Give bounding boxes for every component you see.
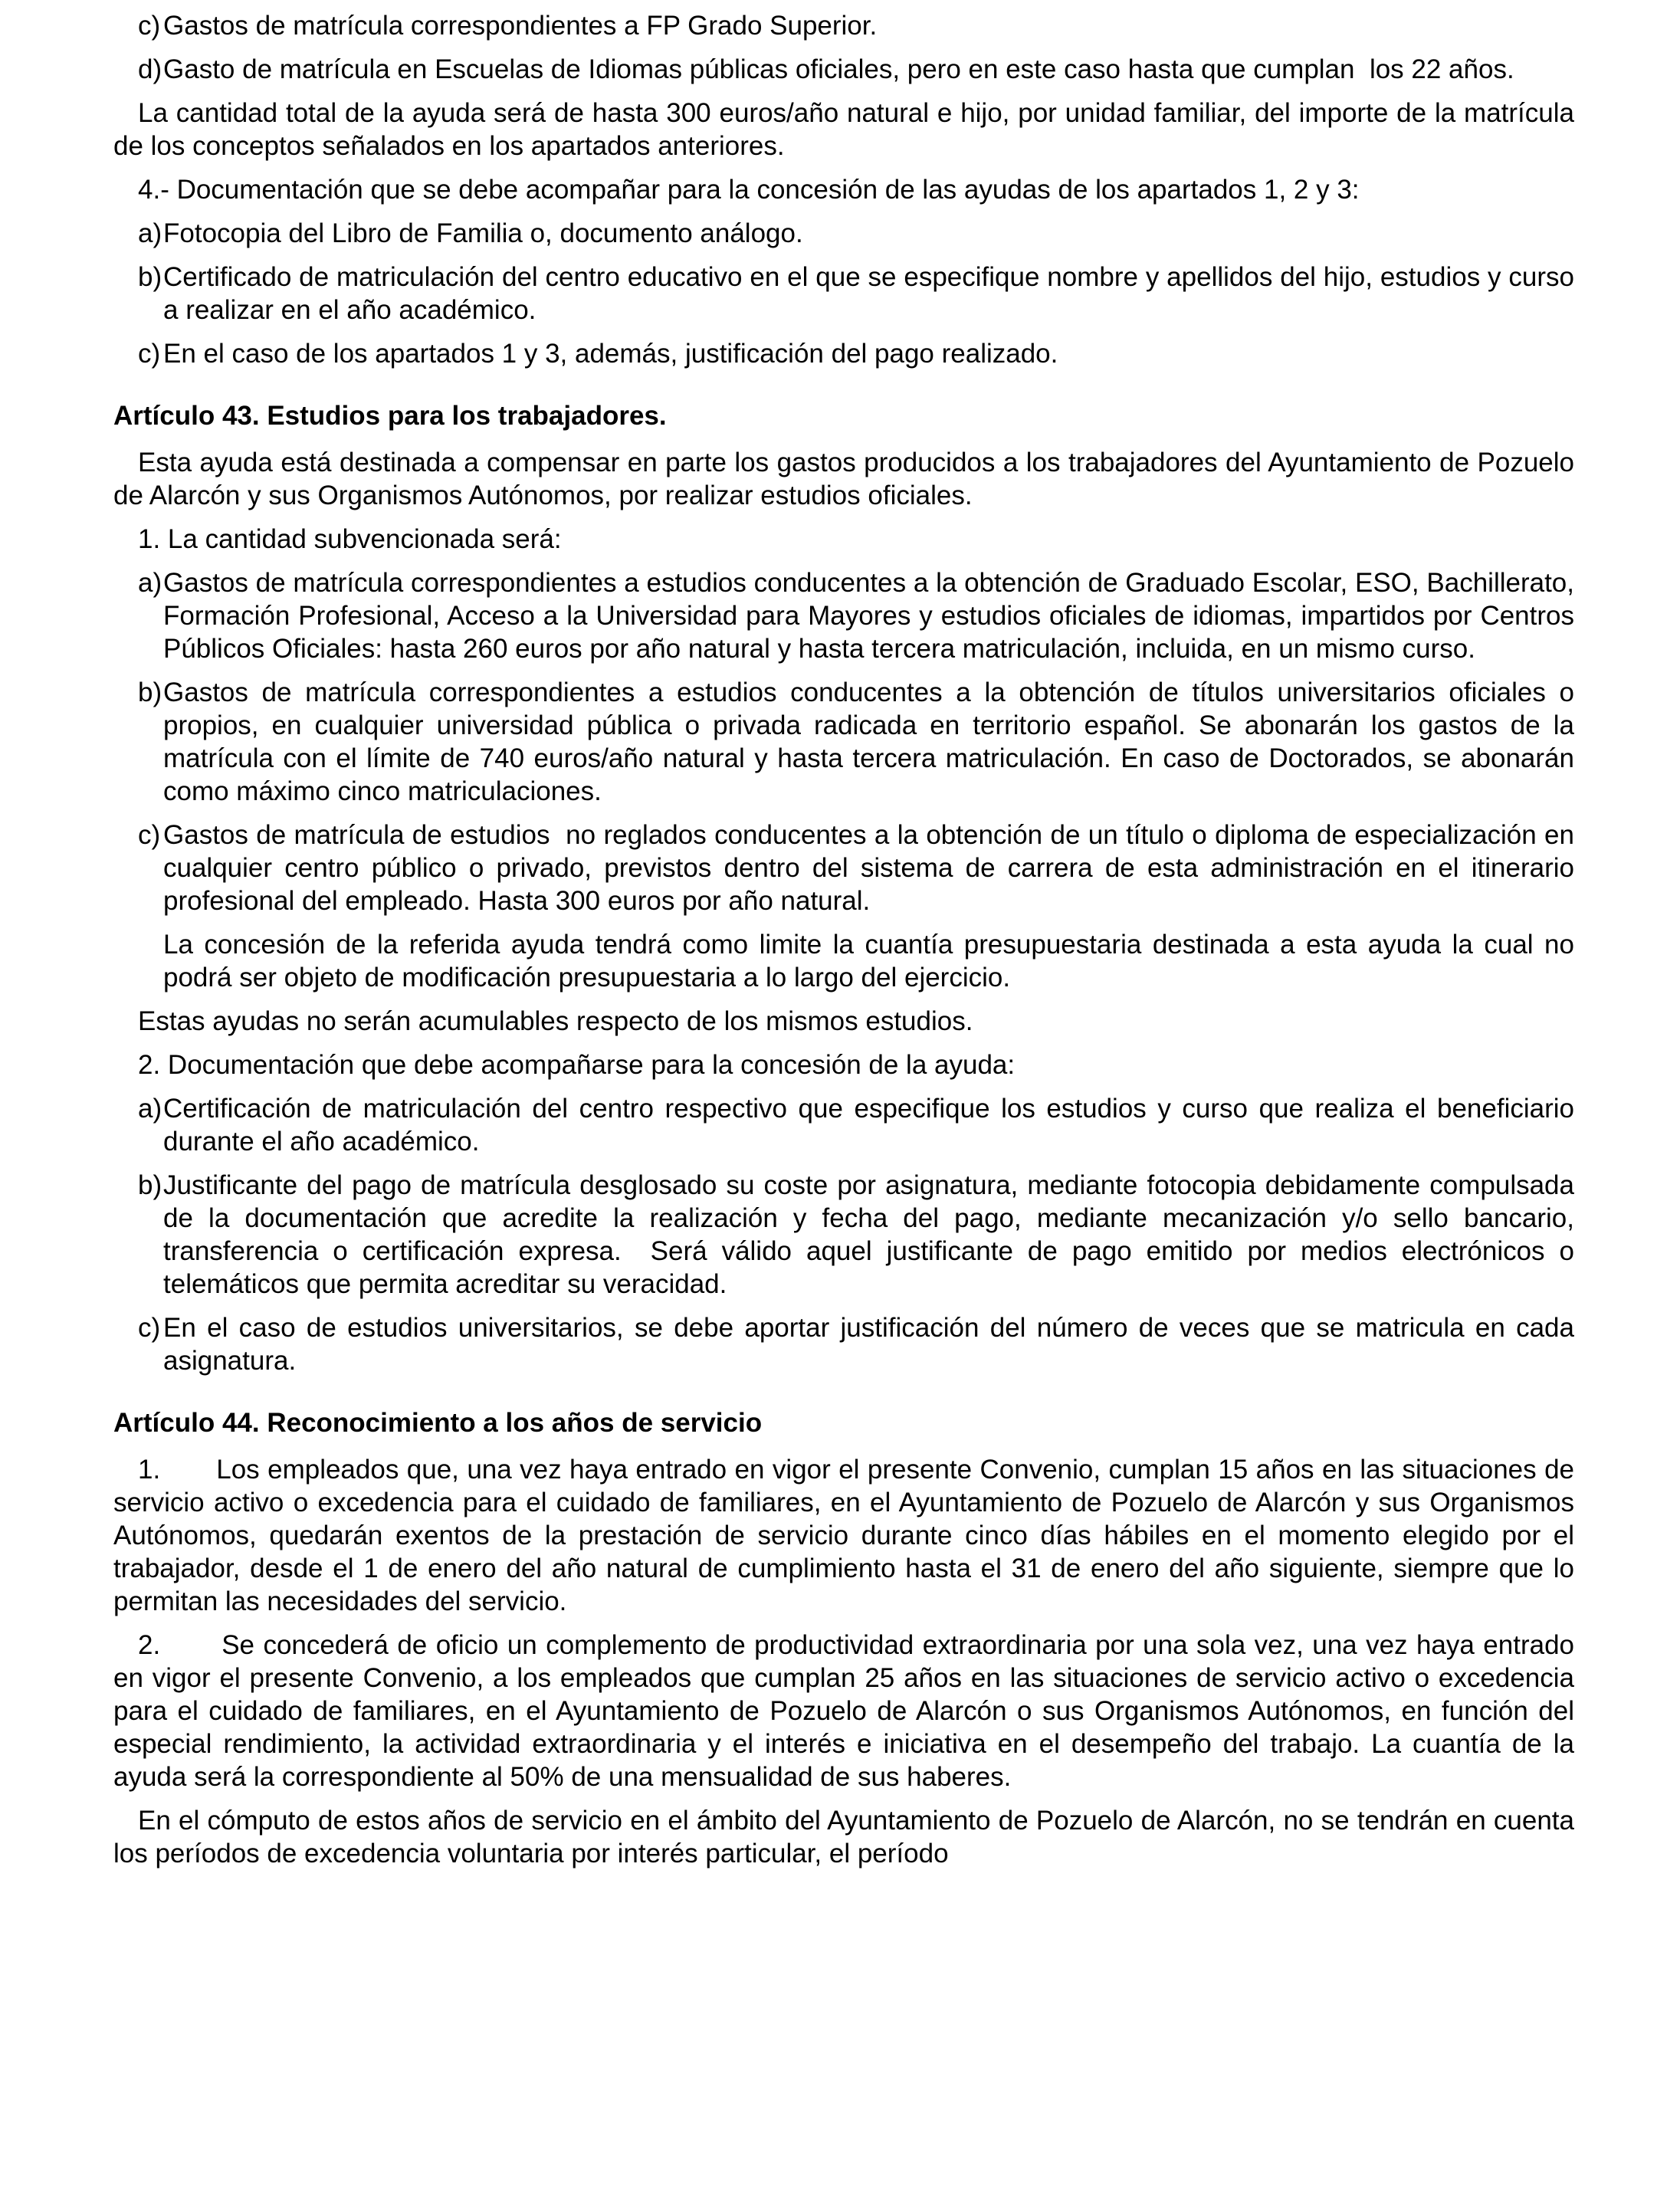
list-item xyxy=(138,9,1574,42)
list-item-text: Justificante del pago de matrícula desglosado su coste por asignatura, mediante fotocopia debidamente compulsada de la documentación que acredite la realización y fecha del pago, mediante mecanización y/o sello bancario, transferencia o certificación expresa. Será válido aquel justificante de pago emitido por medios electrónicos o telemáticos que permita acreditar su veracidad. xyxy=(163,1170,1574,1299)
list-marker: b) xyxy=(138,678,162,707)
list-item-text: Certificación de matriculación del centro respectivo que especifique los estudios y curso que realiza el beneficiario durante el año académico. xyxy=(163,1094,1574,1157)
paragraph: En el cómputo de estos años de servicio en el ámbito del Ayuntamiento de Pozuelo de Alarcón, no se tendrán en cuenta los períodos de excedencia voluntaria por interés particular, el período xyxy=(113,1806,1574,1869)
paragraph: Estas ayudas no serán acumulables respecto de los mismos estudios. xyxy=(138,1006,973,1036)
list-item-text: Fotocopia del Libro de Familia o, documento análogo. xyxy=(163,218,803,248)
list-item-text: Gastos de matrícula correspondientes a estudios conducentes a la obtención de Graduado Escolar, ESO, Bachillerato, Formación Profesional, Acceso a la Universidad para Mayores y estudios oficiales de idiomas, impartidos por Centros Públicos Oficiales: hasta 260 euros por año natural y hasta tercera matriculación, incluida, en un mismo curso. xyxy=(163,568,1574,664)
list-item-text: Gastos de matrícula de estudios no reglados conducentes a la obtención de un título o diploma de especialización en cualquier centro público o privado, previstos dentro del sistema de carrera de esta administración en el itinerario profesional del empleado. Hasta 300 euros por año natural. xyxy=(163,820,1574,916)
list-marker: d) xyxy=(138,54,162,84)
list-item xyxy=(138,1092,1574,1158)
list-item xyxy=(138,261,1574,326)
list-marker: a) xyxy=(138,1094,162,1124)
paragraph: La cantidad total de la ayuda será de hasta 300 euros/año natural e hijo, por unidad familiar, del importe de la matrícula de los conceptos señalados en los apartados anteriores. xyxy=(113,98,1574,161)
list-item-text: En el caso de estudios universitarios, se debe aportar justificación del número de veces que se matricula en cada asignatura. xyxy=(163,1313,1574,1376)
paragraph: 2. Documentación que debe acompañarse para la concesión de la ayuda: xyxy=(138,1050,1016,1080)
paragraph: 4.- Documentación que se debe acompañar para la concesión de las ayudas de los apartados 1, 2 y 3: xyxy=(138,175,1360,205)
article-heading: Artículo 44. Reconocimiento a los años de servicio xyxy=(113,1408,763,1438)
list-item xyxy=(138,53,1574,86)
list-marker: c) xyxy=(138,11,161,41)
list-marker: b) xyxy=(138,262,162,292)
list-item xyxy=(138,1169,1574,1301)
list-item xyxy=(138,676,1574,808)
list-item xyxy=(138,566,1574,665)
list-item-text: Gasto de matrícula en Escuelas de Idiomas públicas oficiales, pero en este caso hasta que cumplan los 22 años. xyxy=(163,54,1514,84)
list-marker: b) xyxy=(138,1170,162,1200)
list-item xyxy=(138,337,1574,370)
list-item-text: En el caso de los apartados 1 y 3, además, justificación del pago realizado. xyxy=(163,339,1058,369)
paragraph: 2. Se concederá de oficio un complemento de productividad extraordinaria por una sola vez, una vez haya entrado en vigor el presente Convenio, a los empleados que cumplan 25 años en las situaciones de servicio activo o excedencia para el cuidado de familiares, en el Ayuntamiento de Pozuelo de Alarcón o sus Organismos Autónomos, en función del especial rendimiento, la actividad extraordinaria y el interés e iniciativa en el desempeño del trabajo. La cuantía de la ayuda será la correspondiente al 50% de una mensualidad de sus haberes. xyxy=(113,1630,1574,1792)
paragraph: Esta ayuda está destinada a compensar en parte los gastos producidos a los trabajadores del Ayuntamiento de Pozuelo de Alarcón y sus Organismos Autónomos, por realizar estudios oficiales. xyxy=(113,448,1574,510)
list-item-text: Gastos de matrícula correspondientes a FP Grado Superior. xyxy=(163,11,878,41)
paragraph: 1. Los empleados que, una vez haya entrado en vigor el presente Convenio, cumplan 15 años en las situaciones de servicio activo o excedencia para el cuidado de familiares, en el Ayuntamiento de Pozuelo de Alarcón y sus Organismos Autónomos, quedarán exentos de la prestación de servicio durante cinco días hábiles en el momento elegido por el trabajador, desde el 1 de enero del año natural de cumplimiento hasta el 31 de enero del año siguiente, siempre que lo permitan las necesidades del servicio. xyxy=(113,1455,1574,1616)
list-item xyxy=(138,819,1574,917)
list-item xyxy=(138,1311,1574,1377)
list-item-text: Gastos de matrícula correspondientes a estudios conducentes a la obtención de títulos universitarios oficiales o propios, en cualquier universidad pública o privada radicada en territorio español. Se abonarán los gastos de la matrícula con el límite de 740 euros/año natural y hasta tercera matriculación. En caso de Doctorados, se abonarán como máximo cinco matriculaciones. xyxy=(163,678,1574,806)
list-marker: a) xyxy=(138,218,162,248)
list-marker: a) xyxy=(138,568,162,598)
sub-paragraph: La concesión de la referida ayuda tendrá como limite la cuantía presupuestaria destinada a esta ayuda la cual no podrá ser objeto de modificación presupuestaria a lo largo del ejercicio. xyxy=(163,930,1574,993)
list-item-text: Certificado de matriculación del centro educativo en el que se especifique nombre y apellidos del hijo, estudios y curso a realizar en el año académico. xyxy=(163,262,1574,325)
list-marker: c) xyxy=(138,820,161,850)
paragraph: 1. La cantidad subvencionada será: xyxy=(138,524,562,554)
article-heading: Artículo 43. Estudios para los trabajadores. xyxy=(113,401,667,431)
list-marker: c) xyxy=(138,1313,161,1343)
list-marker: c) xyxy=(138,339,161,369)
list-item xyxy=(138,217,1574,250)
